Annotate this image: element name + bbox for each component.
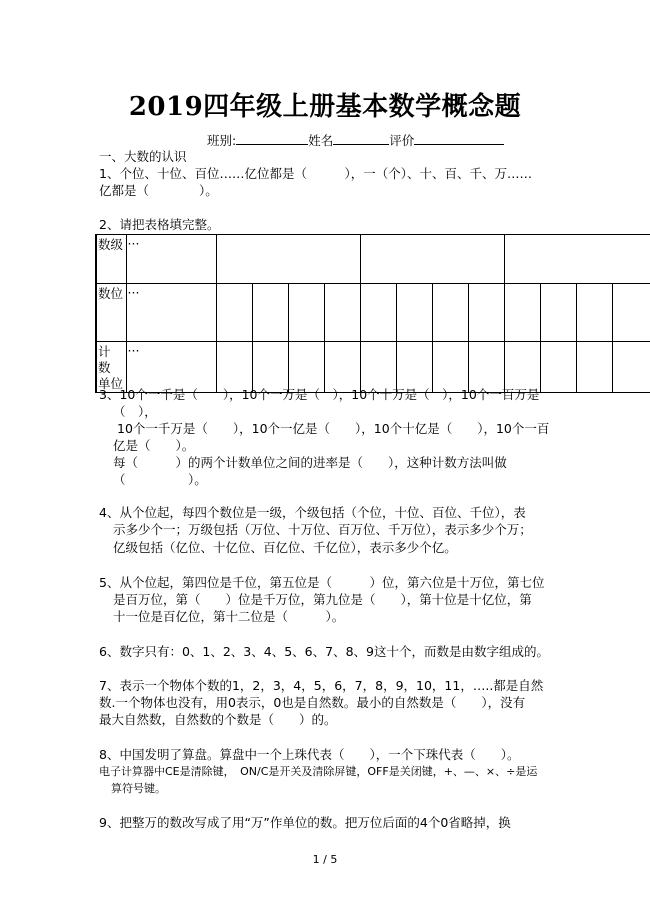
table-cell[interactable]: [252, 284, 288, 342]
student-info-line: [207, 131, 504, 149]
table-cell[interactable]: [360, 235, 504, 284]
table-cell[interactable]: [540, 284, 576, 342]
table-row-units: [96, 342, 650, 393]
question-3-line-4: 亿是（ ）。: [113, 438, 195, 453]
question-3-line-2: （ ），: [113, 404, 157, 419]
table-cell[interactable]: [324, 284, 360, 342]
name-blank[interactable]: [333, 131, 389, 145]
question-4-line-3: 亿级包括（亿位、十亿位、百亿位、千亿位），表示多少个亿。: [113, 540, 457, 555]
table-cell[interactable]: [360, 342, 396, 393]
name-label: 姓名: [308, 133, 334, 148]
question-4-line-1: 4、从个位起，每四个数位是一级，个级包括（个位，十位、百位、千位），表: [99, 505, 526, 520]
question-1-line-2: 亿都是（ ）。: [99, 183, 218, 198]
grade-blank[interactable]: [414, 131, 504, 145]
table-cell[interactable]: [252, 342, 288, 393]
question-5-line-3: 十一位是百亿位，第十二位是（ ）。: [113, 609, 345, 624]
question-3-line-1: 3、10个一千是（ ），10个一万是（ ），10个十万是（ ），10个一百万是: [99, 387, 540, 402]
row-header-unit-line-1: 计 数: [98, 344, 111, 375]
ellipsis: ···: [127, 343, 140, 358]
question-8-line-2: 电子计算器中CE是清除键， ON/C是开关及清除屏键，OFF是关闭键，+、—、×、÷是运: [99, 765, 538, 778]
table-cell[interactable]: [216, 342, 252, 393]
question-7-line-1: 7、表示一个物体个数的1，2，3，4，5，6，7，8，9，10，11，…..都是自然: [99, 678, 544, 693]
question-3-line-3: 10个一千万是（ ），10个一亿是（ ），10个十亿是（ ），10个一百: [117, 421, 550, 436]
table-cell[interactable]: [576, 284, 612, 342]
page-number: 1 / 5: [312, 853, 338, 866]
row-header-unit-line-2: 单位: [98, 376, 124, 391]
question-5-line-2: 是百万位，第（ ）位是千万位，第九位是（ ），第十位是十亿位，第: [113, 592, 532, 607]
table-cell[interactable]: [216, 284, 252, 342]
table-cell[interactable]: [576, 342, 612, 393]
place-value-table: [95, 234, 650, 393]
question-6-line-1: 6、数字只有：0、1、2、3、4、5、6、7、8、9这十个，而数是由数字组成的。: [99, 644, 549, 659]
table-cell[interactable]: [126, 342, 216, 393]
question-8-line-1: 8、中国发明了算盘。算盘中一个上珠代表（ ），一个下珠代表（ ）。: [99, 747, 520, 762]
table-cell[interactable]: [612, 284, 650, 342]
question-4-line-2: 示多少个一；万级包括（万位、十万位、百万位、千万位），表示多少个万；: [113, 522, 532, 537]
question-3-line-5: 每（ ）的两个计数单位之间的进率是（ ），这种计数方法叫做: [113, 455, 507, 470]
row-header-level: 数级: [96, 235, 126, 284]
question-2-label: 2、请把表格填完整。: [99, 217, 220, 232]
table-cell[interactable]: [432, 342, 468, 393]
ellipsis: ···: [127, 236, 140, 251]
question-7-line-3: 最大自然数，自然数的个数是（ ）的。: [99, 712, 337, 727]
table-cell[interactable]: [324, 342, 360, 393]
table-cell[interactable]: [360, 284, 396, 342]
table-cell[interactable]: [504, 342, 540, 393]
table-row-places: [96, 284, 650, 342]
table-cell[interactable]: [126, 284, 216, 342]
table-cell[interactable]: [216, 235, 360, 284]
table-row-levels: [96, 235, 650, 284]
row-header-unit: [96, 342, 126, 393]
section-heading: 一、大数的认识: [99, 149, 187, 164]
table-cell[interactable]: [396, 342, 432, 393]
table-cell[interactable]: [468, 342, 504, 393]
grade-label: 评价: [389, 133, 415, 148]
table-cell[interactable]: [432, 284, 468, 342]
question-5-line-1: 5、从个位起，第四位是千位，第五位是（ ）位，第六位是十万位，第七位: [99, 575, 545, 590]
table-cell[interactable]: [288, 284, 324, 342]
question-7-line-2: 数.一个物体也没有，用0表示，0也是自然数。最小的自然数是（ ），没有: [99, 695, 526, 710]
table-cell[interactable]: [288, 342, 324, 393]
table-cell[interactable]: [126, 235, 216, 284]
class-blank[interactable]: [236, 131, 308, 145]
table-cell[interactable]: [504, 284, 540, 342]
row-header-place: 数位: [96, 284, 126, 342]
table-cell[interactable]: [612, 342, 650, 393]
page-title: 2019四年级上册基本数学概念题: [128, 92, 522, 122]
table-cell[interactable]: [504, 235, 650, 284]
question-9-line-1: 9、把整万的数改写成了用“万”作单位的数。把万位后面的4个0省略掉，换: [99, 815, 511, 830]
question-8-line-3: 算符号键。: [111, 782, 166, 795]
ellipsis: ···: [127, 285, 140, 300]
class-label: 班别:: [207, 133, 237, 148]
question-1-line-1: 1、个位、十位、百位……亿位都是（ ），一（个）、十、百、千、万……: [99, 166, 532, 181]
table-cell[interactable]: [540, 342, 576, 393]
table-cell[interactable]: [468, 284, 504, 342]
table-cell[interactable]: [396, 284, 432, 342]
question-3-line-6: （ ）。: [113, 472, 207, 487]
